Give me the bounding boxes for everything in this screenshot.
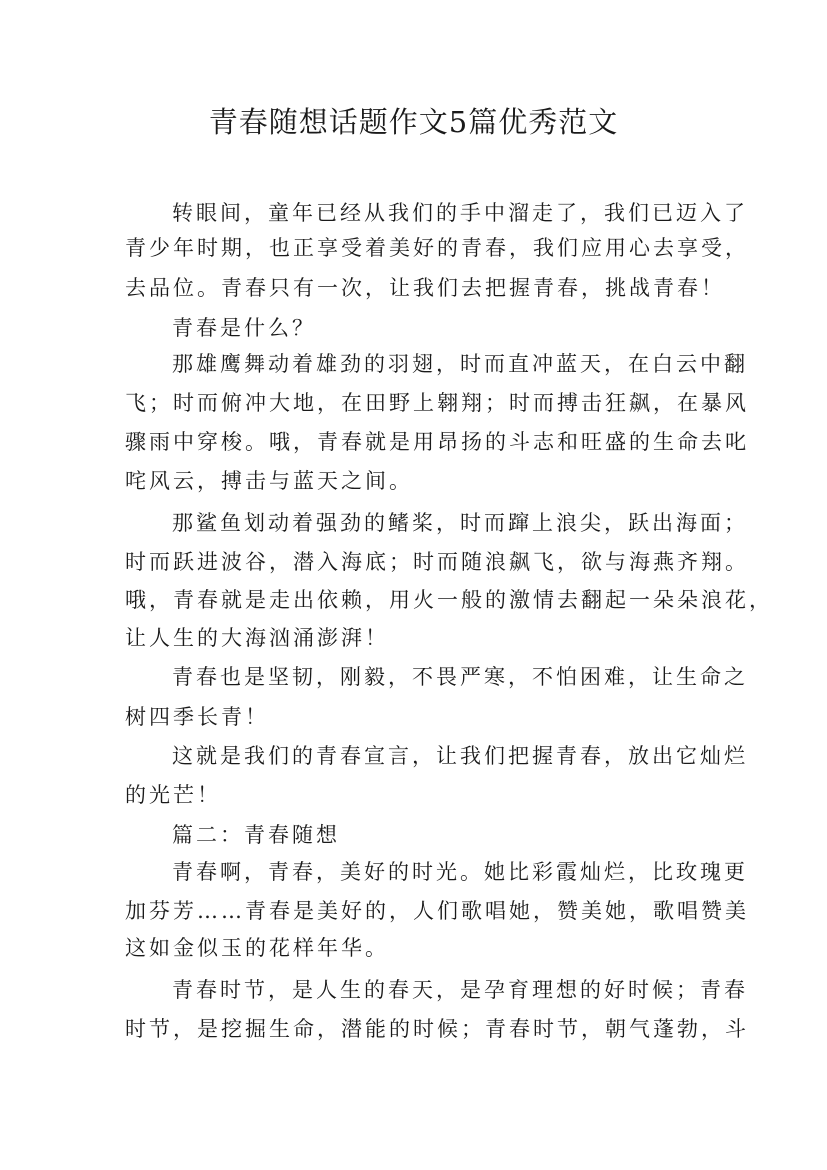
- document-title: 青春随想话题作文5篇优秀范文: [208, 105, 619, 139]
- text-line-16: 的光芒！: [125, 783, 221, 807]
- text-line-12: 让人生的大海汹涌澎湃！: [125, 626, 389, 650]
- text-line-22: 时节，是挖掘生命，潜能的时候；青春时节，朝气蓬勃，斗: [125, 1017, 749, 1041]
- text-line-7: 骤雨中穿梭。哦，青春就是用昂扬的斗志和旺盛的生命去叱: [125, 430, 749, 454]
- text-line-14: 树四季长青！: [125, 705, 269, 729]
- text-line-10: 时而跃进波谷，潜入海底；时而随浪飙飞，欲与海燕齐翔。: [125, 550, 749, 574]
- text-line-5: 那雄鹰舞动着雄劲的羽翅，时而直冲蓝天，在白云中翻: [172, 352, 748, 376]
- text-line-9: 那鲨鱼划动着强劲的鳍桨，时而蹿上浪尖，跃出海面；: [172, 511, 748, 535]
- text-line-3: 去品位。青春只有一次，让我们去把握青春，挑战青春！: [125, 276, 725, 300]
- section-heading: 篇二：青春随想: [172, 823, 340, 847]
- text-line-6: 飞；时而俯冲大地，在田野上翱翔；时而搏击狂飙，在暴风: [125, 391, 749, 415]
- text-line-15: 这就是我们的青春宣言，让我们把握青春，放出它灿烂: [172, 744, 748, 768]
- text-line-19: 加芬芳……青春是美好的，人们歌唱她，赞美她，歌唱赞美: [125, 899, 749, 923]
- text-line-4: 青春是什么？: [172, 316, 316, 340]
- text-line-8: 咤风云，搏击与蓝天之间。: [125, 469, 413, 493]
- text-line-2: 青少年时期，也正享受着美好的青春，我们应用心去享受，: [125, 236, 749, 260]
- text-line-13: 青春也是坚韧，刚毅，不畏严寒，不怕困难，让生命之: [172, 665, 748, 689]
- text-line-20: 这如金似玉的花样年华。: [125, 936, 389, 960]
- text-line-21: 青春时节，是人生的春天，是孕育理想的好时候；青春: [172, 978, 748, 1002]
- text-line-1: 转眼间，童年已经从我们的手中溜走了，我们已迈入了: [172, 201, 748, 225]
- text-line-18: 青春啊，青春，美好的时光。她比彩霞灿烂，比玫瑰更: [172, 860, 748, 884]
- text-line-11: 哦，青春就是走出依赖，用火一般的激情去翻起一朵朵浪花，: [125, 588, 773, 612]
